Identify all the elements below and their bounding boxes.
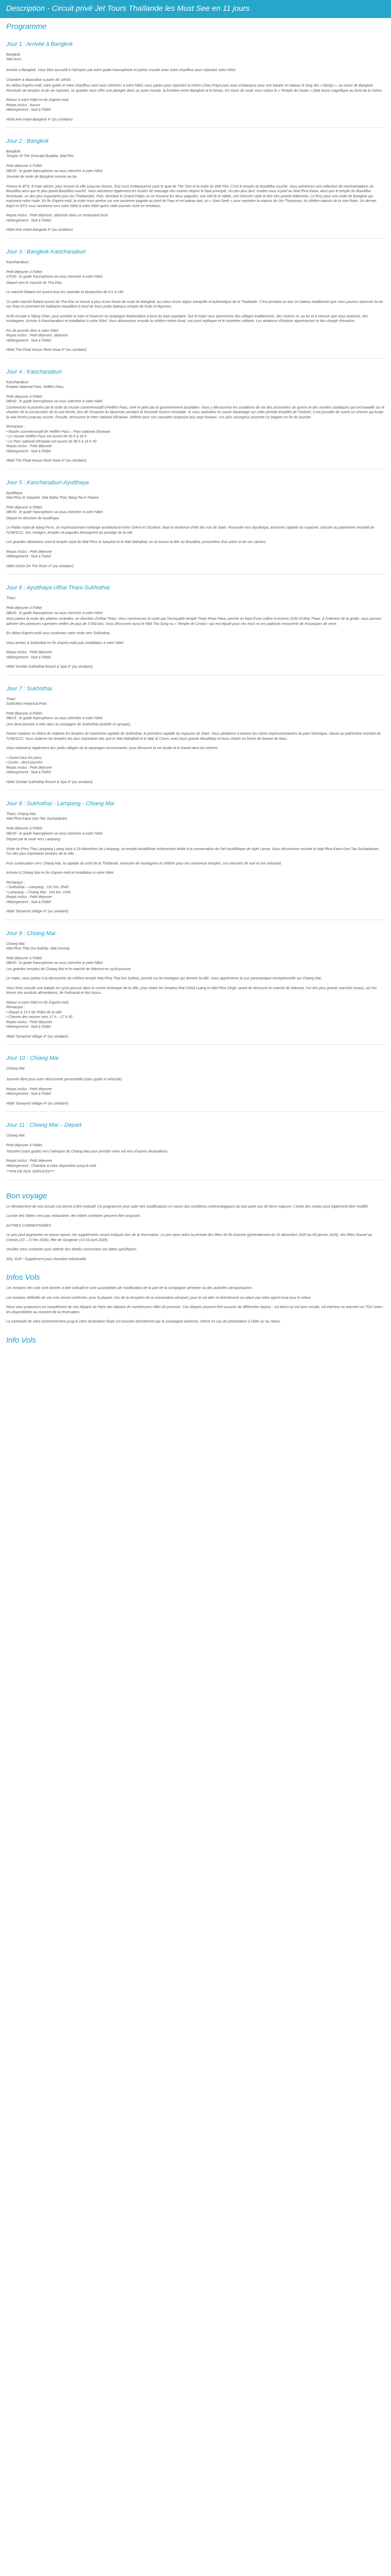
day-paragraph: Repas inclus : Petit déjeuner [6,1020,53,1024]
day-title: Jour 7 : Sukhothai [6,685,52,692]
day-block [6,1122,385,1180]
day-paragraph: ***FIN DE NOS SERVICES*** [6,1170,55,1174]
day-title: Jour 3 : Bangkok-Kanchanaburi [6,248,86,255]
spacer [6,265,385,270]
day-block [6,686,385,791]
day-paragraph: 08h30 : le guide francophone va vous chercher à votre hôtel. [6,400,104,403]
day-paragraph: Vous ferez ensuite une balade en cyclo-pousse dans le centre historique de la ville, pour visiter les temples Wat Chedi Luang et Wat Phra Singh, avant de découvrir le marché de Warorot, l'un des plus grands marchés locaux, où l'on trouve des produits alimentaires, de l'artisanat et des tissus. [6,986,377,995]
infos-vols-paragraph: La continuité de votre acheminement jusqu'à votre destination finale est assurée directement par la compagnie aérienne, même en cas de perturbation à l'aller ou au retour. [6,1320,281,1324]
day-location: Bangkok [6,53,21,57]
day-paragraph: Hébergement : Nuit à l'hôtel [6,1092,51,1096]
day-paragraph: • Chemin des moines vers 17 h – 17 h 30 [6,1015,73,1019]
divider [6,1044,385,1045]
day-block [6,480,385,575]
day-paragraph: Le marché flottant est ouvert tous les samedis et dimanches de 6 h à 14h. [6,291,125,294]
day-paragraph: Repas inclus : Petit déjeuner [6,895,53,899]
day-title: Jour 1 : Arrivée à Bangkok [6,41,73,47]
day-paragraph: Chambre à disposition à partir de 14h00. [6,78,72,82]
day-location: Wat Phra That Doi Suthep, Wat Umong. [6,946,71,951]
day-paragraph: Repas inclus : Petit déjeuner [6,1159,53,1163]
day-location: Kanchanaburi [6,380,29,384]
day-paragraph: Petit déjeuner à l'hôtel. [6,505,43,510]
divider [6,1111,385,1112]
spacer [6,62,385,67]
day-paragraph: Les grandes temples de Chiang Mai et le marché de Warorot en cyclo-pousse. [6,967,132,971]
day-paragraph: Repas inclus : Petit déjeuner, déjeuner [6,334,68,337]
spacer [6,821,385,826]
day-paragraph: • Durée : demi-journée [6,761,43,765]
day-paragraph: 08h30 : le guide francophone va vous chercher à votre hôtel. [6,169,104,173]
day-location: Chiang Mai. [6,1134,26,1138]
day-paragraph: Transfert (sans guide) vers l'aéroport de Chiang Mai pour prendre votre vol vers d'autres destinations. [6,1149,169,1154]
day-hotel: Hôtel Tamarind Village 4* (ou similaire) [6,910,69,913]
day-paragraph: Journée libre pour votre découverte personnelle (sans guide ni véhicule). [6,1078,123,1081]
day-paragraph: Départ vers le marché de Tha Kha. [6,281,62,285]
infos-vols-paragraph: Nous vous proposons en complément de nos départs de Paris des départs de nombreuses villes de province. Ces départs peuvent être assurés de différentes façons : vol direct ou vol avec escale, vol intérieur ou transfert en TGV selon les disponibilités au moment de la réservation. [6,1306,383,1314]
day-paragraph: Fin de journée libre à votre hôtel. [6,329,59,333]
day-location: Erawan National Park, Hellfire Pass. [6,385,64,389]
day-title: Jour 9 : Chiang Mai [6,930,56,937]
day-paragraph: Le Palais royal de Bang Pa-In, un impressionnant mélange architectural entre Orient et Occident, était la résidence d'été des rois de Siam. Poursuite vers Ayutthaya, ancienne capitale du royaume, classée au patrimoine mondial de l'UNESCO. Ses vestiges, temples et pagodes témoignent du prestige de la cité. [6,526,374,535]
day-hotel: Hôtel Arte Hotel Bangkok 4* (ou similaire) [6,228,73,232]
day-paragraph: Hébergement : Nuit à l'hôtel [6,771,51,774]
day-block [6,369,385,469]
infos-vols-paragraph: Les horaires des vols sont donnés à titre indicatif et sont susceptibles de modification de la part de la compagnie aérienne ou des autorités aéroportuaires. [6,1286,253,1290]
day-paragraph: Remarque : [6,425,25,429]
day-paragraph: Vous partez la route des plaines centrales, en direction d'Uthai Thani. Vous commencez la visite par l'incroyable temple Tham Khao Plara, perché en haut d'une colline à environ 1h30 d'Uthai Thani. À l'intérieur de la grotte, vous pouvez admirer des peintures rupestres vieilles de plus de 3 000 ans. Vous découvrez aussi le Wat Tha Sung ou « Temple de Cristal » qui est réputé pour ses murs et ses plafonds recouverts de mosaïques de verre. [6,617,382,626]
day-title: Jour 10 : Chiang Mai [6,1055,59,1061]
day-block [6,41,385,128]
day-paragraph: • Départ à 15 h de l'hôtel de la ville [6,1010,62,1014]
infos-vols-text [6,1286,385,1325]
day-paragraph: 08h00 : le guide francophone va vous chercher à votre hôtel. [6,611,104,615]
day-paragraph: Vous arrivez à Sukhothai en fin d'après-midi puis installation à votre hôtel. [6,641,124,645]
day-block [6,1055,385,1112]
bon-voyage-paragraph: Veuillez nous contacter pour obtenir des détails concernant ces dates spécifiques. [6,1248,138,1251]
day-paragraph: Petit déjeuner à l'hôtel. [6,1144,43,1147]
day-title: Jour 8 : Sukhothai - Lampang - Chiang Mai [6,801,115,807]
day-paragraph: Repas inclus : Petit déjeuner, déjeuner dans un restaurant local [6,214,108,217]
day-paragraph: Prenez le BTS, le train aérien, pour trouver la ville jusqu'au Doune, d'où vous embarquerez pour le quai de The Tien et la visite du Wat Pho. C'est le temple du Bouddha couché. Vous admirerez une collection de représentations du Bouddha ainsi que le plus grand Bouddha couché. Vous admirerez également les écoles de massage des moines depuis le haut principal. Un peu plus tard, rendez-vous à pied au Wat Phra Kaew, ainsi que le temple du Bouddha émeraude, un des plus importants pour les Thaïlandais. Puis, direction le Grand Palais où se trouvent les deux pagodes, une cité-là et valide, une d'ancien style et des très grands bâtiments. Le ferry pour une visite de Bangkok qui explorera notre route. En fin d'après-midi, la visite vous amène sur une ancienne pagode au bord de l'eau et en bateau taxi, on « Sam Seeb » pour rejoindre la maison de Jim Thompson, la célèbre maison de la soie thaïe. Un dernier trajet en BTS vous ramènera vers votre hôtel à votre hôtel après cette journée riche en émotions. [6,184,377,208]
day-paragraph: Ce petit marché flottant ouvert de Tha Kha se trouve à plus d'une heure de route de Bangkok, au coeur d'une région tranquille et authentique de la Thaïlande. C'est pendant un tour en bateau traditionnel que vous pourrez observer la vie sur l'eau et comment les habitants travaillent à bord de leurs petits bateaux remplis de fruits et légumes. [6,300,383,309]
day-hotel: Hôtel Tamarind Village 4* (ou similaire) [6,1035,69,1039]
day-hotel: Hôtel Sriwilai Sukhothai Resort & Spa 4* (ou similaire) [6,780,93,784]
day-location: Wat Phra Si Sanphet, Wat Maha That, Bang Pa-In Palace. [6,496,100,500]
day-location: Chiang Mai. [6,1067,26,1071]
spacer [6,159,385,164]
day-paragraph: Vous rejoindrez également des petits villages de la campagne environnante, pour découvrir la vie locale et le travail dans les rizières. [6,747,219,750]
day-location: Sukhothai Historical Park. [6,702,48,706]
day-paragraph: Petit déjeuner à l'hôtel. [6,270,43,274]
bon-voyage-text [6,1205,385,1262]
day-paragraph: Petit déjeuner à l'hôtel. [6,606,43,610]
day-location: Wat Arun. [6,58,22,61]
day-hotel: Hôtel Arte Hotel Bangkok 4* (ou similaire) [6,117,73,122]
day-paragraph: Petit déjeuner à l'hôtel. [6,956,43,960]
day-paragraph: Remarque : [6,1006,25,1009]
day-paragraph: Hébergement : Chambre à votre disposition jusqu'à midi. [6,1164,97,1168]
day-paragraph: Arrêt ensuite à Taling Chan, pour prendre le train et traverser la campagne thaïlandaise à bord du train populaire. Sur le trajet vous apercevrez des villages traditionnels, des rizières et, au fur et à mesure que vous avancez, des montagnes. Arrivée à Kanchanaburi et installation à votre hôtel. Vous découvrirez ensuite la célèbre rivière Kwaï, son pont mythique et le cimetière militaire. Les amateurs d'histoire apprécieront ce lieu chargé d'émotion. [6,314,368,323]
spacer [6,1071,385,1076]
day-paragraph: • Lampang – Chiang Mai : 104 km, 1h45 [6,890,71,894]
day-paragraph: Repas inclus : Petit déjeuner [6,1087,53,1091]
infos-vols-heading: Infos Vols [6,1273,40,1282]
infos-vols-paragraph: Les horaires définitifs de vos vols seront confirmés, pour la plupart, lors de la réception de la convocation aéroport, pour le vol aller et directement sur place par notre agent local pour le retour. [6,1296,312,1300]
bon-voyage-paragraph: La liste des hôtels n'est pas exhaustive, des hôtels similaires peuvent être proposés. [6,1214,141,1218]
divider [6,127,385,128]
day-paragraph: Une demi-journée à vélo dans la campagne de Sukhothai (activité en groupe). [6,722,132,726]
day-paragraph: Petit déjeuner à l'hôtel. [6,395,43,399]
day-paragraph: Hébergement : Nuit à l'hôtel [6,218,51,223]
day-paragraph: Petit déjeuner à l'hôtel. [6,164,43,168]
day-paragraph: Partez explorer en début de matinée les temples de l'ancienne capitale de Sukhothai, la première capitale du royaume de Siam. Vous pédalerez à travers les ruines impressionnantes du parc historique, classé au patrimoine mondial de l'UNESCO. Vous visiterez les temples les plus importants tels que le Wat Mahathat et le Wat Si Chum, avec leurs grands Bouddhas et leurs chedis en forme de bouton de lotus. [6,732,381,741]
page-title: Description - Circuit privé Jet Tours Thaïlande les Must See en 11 jours [0,0,391,18]
day-location: Thani [6,697,15,701]
day-paragraph: Puis continuation vers Chiang Mai, la capitale du nord de la Thaïlande, entourée de montagnes et célèbre pour ses nombreux temples, ses marchés de nuit et son artisanat. [6,861,282,866]
day-paragraph: Petit déjeuner à l'hôtel. [6,711,43,716]
days-list [0,41,391,1180]
day-block [6,801,385,920]
day-block [6,930,385,1045]
day-paragraph: • Sukhothai – Lampang : 191 km, 2h45 [6,886,69,889]
day-paragraph: • Ouvert tous les jours [6,756,42,760]
day-location: Ayutthaya. [6,491,24,495]
day-location: Wat Phra Kaew Don Tao Suchadaram [6,817,68,821]
day-paragraph: Hébergement : Nuit à l'hôtel [6,555,51,558]
day-paragraph: Retour à votre hôtel en fin d'après-midi. [6,98,70,102]
day-hotel: Hôtel The Float House River Kwai 4* (ou similaire) [6,348,87,352]
day-paragraph: 08h30 : le guide francophone va vous chercher à votre hôtel. [6,832,104,836]
day-paragraph: Repas inclus : Aucun [6,103,40,107]
day-paragraph: Petit déjeuner à l'hôtel. [6,827,43,831]
day-location: Temple Of The Emerald Buddha, Wat Pho. [6,155,75,158]
bon-voyage-paragraph: Le déroulement de nos circuits est donné à titre indicatif. Ce programme peut subir des modifications en raison des conditions météorologiques ou tout autre cas de force majeure. L'ordre des visites peut également être modifié. [6,1205,369,1209]
day-paragraph: Hébergement : Nuit à l'hôtel [6,900,51,904]
day-paragraph: 08h30 : le guide francophone va vous chercher à votre hôtel. [6,511,104,514]
day-paragraph: Remarque : [6,880,25,885]
day-title: Jour 4 : Kanchanaburi [6,368,62,375]
day-paragraph: 07h30 : le guide francophone va vous chercher à votre hôtel. [6,275,104,279]
day-paragraph: Hébergement : Nuit à l'hôtel [6,655,51,659]
day-paragraph: Départ par la route vers Lampang. [6,838,61,841]
day-paragraph: • Musée commémoratif de Hellfire Pass – Parc national d'Erawan [6,430,111,434]
bon-voyage-paragraph: SGL SUP : Supplément pour chambre individuelle [6,1257,86,1261]
day-paragraph: Arrivée à Chiang Mai en fin d'après-midi et installation à votre hôtel. [6,871,115,875]
divider [6,358,385,359]
day-block [6,585,385,675]
day-block [6,138,385,239]
day-paragraph: En début d'après-midi vous continuez votre route vers Sukhothai. [6,632,111,635]
day-paragraph: Journée de visite de Bangkok comme au tra. [6,175,78,179]
day-paragraph: Hébergement : Nuit à l'hôtel [6,449,51,453]
info-vols-heading-2: Info Vols [6,1335,36,1345]
day-paragraph: • Le Parc national d'Erawan est ouvert de 08 h à 16 h 30 [6,439,97,444]
divider [6,238,385,239]
day-location: Bangkok. [6,150,22,154]
day-hotel: Hôtel iUDIA On The River 4* (ou similaire) [6,564,74,568]
day-location: Kanchanaburi. [6,260,30,264]
day-paragraph: Arrivée à Bangkok. Vous êtes accueilli à l'aéroport par votre guide francophone et partez ensuite avec votre chauffeur pour rejoindre votre hôtel. [6,69,236,72]
day-location: Thani, Chiang Mai. [6,812,37,816]
spacer [6,500,385,505]
day-paragraph: Les grandes attractions sont le temple royal de Wat Phra Si Sanphet et le Wat Mahathat, où se trouve la tête du Bouddha, prisonnière d'un arbre et de ses racines. [6,540,267,544]
day-paragraph: Départ en direction de Ayutthaya. [6,516,60,520]
day-paragraph: Le matin, vous partez à la découverte du célèbre temple Wat Phra That Doi Suthep, perché sur la montagne qui domine la ville. Vous apprécierez la vue panoramique exceptionnelle sur Chiang Mai. [6,977,322,980]
day-block [6,249,385,359]
day-paragraph: Hébergement : Nuit à l'hôtel [6,108,51,112]
day-location: Chiang Mai. [6,942,26,946]
day-paragraph: Hébergement : Nuit à l'hôtel [6,338,51,343]
bon-voyage-paragraph: Le prix peut augmenter en basse saison, les suppléments seront indiqués lors de la réservation. Le prix varie selon la période des fêtes de fin d'année (généralement du 20 décembre 2025 au 05 janvier 2026), des fêtes Nouvel an Chinois (13 – 17 fév 2026), fête de Songkran (13-16 Avril 2026). [6,1233,372,1242]
day-hotel: Hôtel The Float House River Kwai 4* (ou similaire) [6,459,87,463]
day-paragraph: 08h30 : le guide francophone va vous chercher à votre hôtel. [6,961,104,965]
bon-voyage-heading: Bon voyage [6,1191,47,1200]
day-title: Jour 6 : Ayutthaya-Uthai Thani-Sukhothai [6,585,110,591]
day-title: Jour 11 : Chiang Mai – Départ [6,1122,82,1128]
spacer [6,389,385,395]
day-hotel: Hôtel Sriwilai Sukhothai Resort & Spa 4* (ou similaire) [6,665,93,669]
day-paragraph: Visite de Phra That Lampang Luang situé à 20 kilomètres de Lampang, un temple bouddhiste entièrement dédié à la conservation de l'art bouddhique de style Lanna. Vous découvrirez ensuite le Wat Phra Kaew Don Tao Suchadaram, l'un des plus importants temples de la ville. [6,847,380,856]
spacer [6,1138,385,1143]
day-paragraph: Repas inclus : Petit déjeuner [6,651,53,654]
day-paragraph: En début d'après-midi, votre guide et votre chauffeur vont vous chercher à votre hôtel, vous partez pour rejoindre la rivière Chao Praya puis vous embarquez pour une balade en bateau le long des « klongs », au coeur de Bangkok. Ponctuée de temples et de vie rupestre, ce quartier vous offre une plongée dans un autre monde, la frontière entre Bangkok et le temps. En cours de route vous visitez le « Temple de l'Aube » (Wat Arun) magnifique au bord de la rivière. [6,84,383,93]
day-paragraph: Hébergement : Nuit à l'hôtel [6,1025,51,1029]
day-paragraph: 08h15 : le guide francophone va vous chercher à votre hôtel. [6,717,104,720]
spacer [6,951,385,956]
spacer [6,706,385,711]
day-title: Jour 2 : Bangkok [6,138,49,144]
day-location: Thani. [6,597,17,600]
programme-heading: Programme [6,22,47,31]
day-paragraph: Retour à votre hôtel en fin d'après-midi. [6,1001,70,1005]
day-title: Jour 5 : Kanchanaburi-Ayutthaya [6,479,89,486]
day-paragraph: Repas inclus : Petit déjeuner [6,766,53,770]
day-paragraph: Commencez la journée par la visite du musée commémoratif d'Hellfire Pass, créé et géré par le gouvernement australien. Vous y découvrirez les conditions de vie des prisonniers de guerre et des ouvriers asiatiques qui ont travaillé sur le chantier de la construction de la voie ferrée, lors de l'invasion du Myanmar pendant la Seconde Guerre mondiale. Si vous souhaitez en savoir davantage sur cette période troublée de l'histoire, il est possible de suivre un chemin qui longe la voie ferrée jusqu'au musée. Ensuite, découvrez le Parc national d'Erawan, célèbre pour ses cascades turquoise aux sept niveaux. Les plus courageux pourront s'y baigner en fin de journée. [6,405,385,419]
day-paragraph: Repas inclus : Petit déjeuner [6,550,53,554]
day-paragraph: • Le musée Hellfire Pass est ouvert de 09 h à 16 h [6,435,87,438]
bon-voyage-paragraph: AUTRES COMMENTAIRES [6,1224,51,1228]
day-hotel: Hôtel Tamarind Village 4* (ou similaire) [6,1101,69,1106]
spacer [6,601,385,606]
day-paragraph: Repas inclus : Petit déjeuner [6,445,53,448]
